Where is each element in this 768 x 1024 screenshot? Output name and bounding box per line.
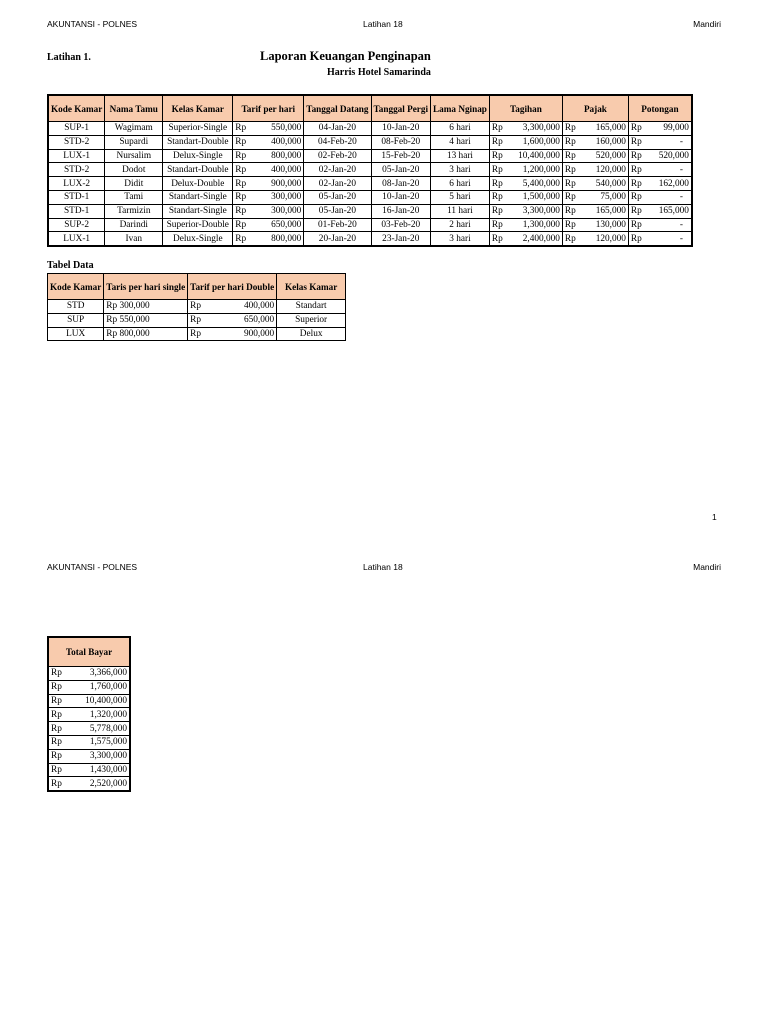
data-table-label: Tabel Data	[47, 260, 94, 271]
table-row	[48, 300, 346, 314]
cell-potongan: 165,000	[648, 204, 692, 218]
currency-label: Rp	[48, 680, 69, 694]
cell-tarif: 650,000	[255, 218, 304, 232]
currency-label: Rp	[628, 135, 647, 149]
cell-tarif: 800,000	[255, 149, 304, 163]
cell-pajak: 75,000	[583, 190, 629, 204]
cell-tarif: 300,000	[255, 190, 304, 204]
cell-potongan: -	[648, 135, 692, 149]
cell-lama-nginap: 3 hari	[431, 163, 490, 177]
cell-tanggal-pergi: 10-Jan-20	[371, 190, 431, 204]
table-row	[48, 694, 130, 708]
cell-potongan: 162,000	[648, 177, 692, 191]
dt-cell-kode-kamar: STD	[48, 300, 104, 314]
main-header-row	[48, 95, 692, 122]
page-header-2	[47, 562, 721, 576]
header-left: AKUNTANSI - POLNES	[47, 19, 138, 29]
dt-cell-kelas-kamar: Superior	[277, 313, 346, 327]
cell-kode-kamar: LUX-2	[48, 177, 105, 191]
total-bayar-header: Total Bayar	[48, 637, 130, 667]
currency-label: Rp	[233, 149, 255, 163]
currency-label: Rp	[188, 327, 215, 341]
report-title: Laporan Keuangan Penginapan	[260, 49, 431, 63]
cell-tanggal-pergi: 10-Jan-20	[371, 122, 431, 136]
cell-tanggal-pergi: 08-Feb-20	[371, 135, 431, 149]
cell-tanggal-datang: 02-Jan-20	[304, 163, 371, 177]
currency-label: Rp	[489, 122, 507, 136]
total-bayar-table	[47, 636, 131, 792]
currency-label: Rp	[233, 232, 255, 246]
cell-lama-nginap: 6 hari	[431, 177, 490, 191]
cell-nama-tamu: Didit	[105, 177, 163, 191]
cell-nama-tamu: Supardi	[105, 135, 163, 149]
cell-kelas-kamar: Delux-Double	[163, 177, 233, 191]
currency-label: Rp	[233, 204, 255, 218]
currency-label: Rp	[628, 149, 647, 163]
cell-kelas-kamar: Standart-Single	[163, 190, 233, 204]
cell-potongan: 99,000	[648, 122, 692, 136]
cell-kode-kamar: STD-1	[48, 204, 105, 218]
currency-label: Rp	[489, 177, 507, 191]
currency-label: Rp	[628, 163, 647, 177]
col-header-tanggal-datang: Tanggal Datang	[304, 95, 371, 122]
currency-label: Rp	[233, 190, 255, 204]
table-row	[48, 232, 692, 246]
cell-potongan: -	[648, 218, 692, 232]
cell-potongan: -	[648, 163, 692, 177]
data-table-header-row	[48, 274, 346, 300]
cell-tanggal-pergi: 15-Feb-20	[371, 149, 431, 163]
cell-total-bayar: 2,520,000	[69, 777, 130, 791]
col-header-kode-kamar: Kode Kamar	[48, 95, 105, 122]
cell-kelas-kamar: Standart-Double	[163, 135, 233, 149]
table-row	[48, 735, 130, 749]
cell-kode-kamar: STD-2	[48, 163, 105, 177]
cell-tanggal-pergi: 08-Jan-20	[371, 177, 431, 191]
currency-label: Rp	[562, 177, 582, 191]
currency-label: Rp	[48, 708, 69, 722]
cell-nama-tamu: Wagimam	[105, 122, 163, 136]
cell-potongan: -	[648, 232, 692, 246]
cell-tagihan: 1,300,000	[508, 218, 563, 232]
page-header	[47, 19, 721, 33]
currency-label: Rp	[489, 218, 507, 232]
dt-cell-tarif-double: 400,000	[215, 300, 277, 314]
cell-kelas-kamar: Standart-Double	[163, 163, 233, 177]
cell-tagihan: 1,200,000	[508, 163, 563, 177]
cell-pajak: 165,000	[583, 122, 629, 136]
currency-label: Rp	[628, 232, 647, 246]
cell-pajak: 540,000	[583, 177, 629, 191]
currency-label: Rp	[628, 122, 647, 136]
table-row	[48, 190, 692, 204]
dt-header-tarif-single: Taris per hari single	[104, 274, 188, 300]
dt-header-kelas-kamar: Kelas Kamar	[277, 274, 346, 300]
cell-lama-nginap: 3 hari	[431, 232, 490, 246]
cell-kelas-kamar: Delux-Single	[163, 149, 233, 163]
cell-tagihan: 10,400,000	[508, 149, 563, 163]
currency-label: Rp	[489, 232, 507, 246]
table-row	[48, 680, 130, 694]
cell-nama-tamu: Ivan	[105, 232, 163, 246]
currency-label: Rp	[48, 749, 69, 763]
cell-lama-nginap: 5 hari	[431, 190, 490, 204]
cell-nama-tamu: Tarmizin	[105, 204, 163, 218]
data-table	[47, 273, 346, 341]
cell-pajak: 120,000	[583, 163, 629, 177]
cell-kode-kamar: STD-1	[48, 190, 105, 204]
cell-kelas-kamar: Superior-Double	[163, 218, 233, 232]
total-header-row	[48, 637, 130, 667]
table-row	[48, 708, 130, 722]
cell-kelas-kamar: Superior-Single	[163, 122, 233, 136]
table-row	[48, 177, 692, 191]
cell-total-bayar: 1,760,000	[69, 680, 130, 694]
cell-tanggal-datang: 04-Feb-20	[304, 135, 371, 149]
col-header-pajak: Pajak	[562, 95, 628, 122]
cell-lama-nginap: 6 hari	[431, 122, 490, 136]
report-subtitle: Harris Hotel Samarinda	[327, 67, 431, 78]
cell-pajak: 120,000	[583, 232, 629, 246]
dt-cell-kelas-kamar: Standart	[277, 300, 346, 314]
cell-kode-kamar: SUP-2	[48, 218, 105, 232]
currency-label: Rp	[562, 135, 582, 149]
cell-kode-kamar: LUX-1	[48, 149, 105, 163]
table-row	[48, 722, 130, 736]
header-right: Mandiri	[693, 19, 721, 29]
cell-total-bayar: 1,430,000	[69, 763, 130, 777]
currency-label: Rp	[562, 122, 582, 136]
cell-lama-nginap: 11 hari	[431, 204, 490, 218]
cell-total-bayar: 3,366,000	[69, 667, 130, 681]
cell-tarif: 800,000	[255, 232, 304, 246]
cell-lama-nginap: 13 hari	[431, 149, 490, 163]
cell-tarif: 400,000	[255, 135, 304, 149]
currency-label: Rp	[489, 204, 507, 218]
header-right: Mandiri	[693, 562, 721, 572]
dt-cell-kelas-kamar: Delux	[277, 327, 346, 341]
cell-tarif: 400,000	[255, 163, 304, 177]
table-row	[48, 122, 692, 136]
table-row	[48, 149, 692, 163]
table-row	[48, 135, 692, 149]
cell-tagihan: 1,500,000	[508, 190, 563, 204]
currency-label: Rp	[489, 149, 507, 163]
currency-label: Rp	[188, 300, 215, 314]
currency-label: Rp	[233, 177, 255, 191]
col-header-nama-tamu: Nama Tamu	[105, 95, 163, 122]
cell-nama-tamu: Tami	[105, 190, 163, 204]
currency-label: Rp	[628, 204, 647, 218]
header-center: Latihan 18	[363, 562, 403, 572]
cell-tarif: 900,000	[255, 177, 304, 191]
table-row	[48, 777, 130, 791]
cell-kelas-kamar: Standart-Single	[163, 204, 233, 218]
currency-label: Rp	[233, 122, 255, 136]
cell-pajak: 130,000	[583, 218, 629, 232]
dt-cell-tarif-double: 900,000	[215, 327, 277, 341]
cell-tagihan: 1,600,000	[508, 135, 563, 149]
currency-label: Rp	[562, 190, 582, 204]
currency-label: Rp	[233, 218, 255, 232]
cell-tanggal-pergi: 03-Feb-20	[371, 218, 431, 232]
cell-potongan: -	[648, 190, 692, 204]
currency-label: Rp	[48, 694, 69, 708]
currency-label: Rp	[562, 232, 582, 246]
cell-tarif: 300,000	[255, 204, 304, 218]
currency-label: Rp	[489, 135, 507, 149]
col-header-tagihan: Tagihan	[489, 95, 562, 122]
currency-label: Rp	[48, 735, 69, 749]
table-row	[48, 204, 692, 218]
col-header-kelas-kamar: Kelas Kamar	[163, 95, 233, 122]
dt-cell-kode-kamar: SUP	[48, 313, 104, 327]
cell-tanggal-pergi: 23-Jan-20	[371, 232, 431, 246]
currency-label: Rp	[562, 149, 582, 163]
currency-label: Rp	[562, 204, 582, 218]
currency-label: Rp	[48, 763, 69, 777]
cell-kode-kamar: STD-2	[48, 135, 105, 149]
cell-tanggal-datang: 01-Feb-20	[304, 218, 371, 232]
currency-label: Rp	[48, 722, 69, 736]
currency-label: Rp	[628, 190, 647, 204]
cell-tanggal-datang: 20-Jan-20	[304, 232, 371, 246]
currency-label: Rp	[562, 163, 582, 177]
dt-cell-tarif-single: Rp 550,000	[104, 313, 188, 327]
currency-label: Rp	[48, 777, 69, 791]
table-row	[48, 667, 130, 681]
dt-cell-tarif-double: 650,000	[215, 313, 277, 327]
cell-total-bayar: 3,300,000	[69, 749, 130, 763]
cell-kode-kamar: LUX-1	[48, 232, 105, 246]
dt-cell-tarif-single: Rp 300,000	[104, 300, 188, 314]
cell-kelas-kamar: Delux-Single	[163, 232, 233, 246]
currency-label: Rp	[233, 163, 255, 177]
table-row	[48, 327, 346, 341]
currency-label: Rp	[562, 218, 582, 232]
cell-nama-tamu: Nursalim	[105, 149, 163, 163]
dt-cell-tarif-single: Rp 800,000	[104, 327, 188, 341]
header-left: AKUNTANSI - POLNES	[47, 562, 138, 572]
cell-total-bayar: 5,778,000	[69, 722, 130, 736]
cell-tagihan: 5,400,000	[508, 177, 563, 191]
cell-tanggal-datang: 05-Jan-20	[304, 204, 371, 218]
cell-pajak: 520,000	[583, 149, 629, 163]
cell-tanggal-datang: 04-Jan-20	[304, 122, 371, 136]
cell-tagihan: 3,300,000	[508, 204, 563, 218]
dt-header-kode-kamar: Kode Kamar	[48, 274, 104, 300]
cell-nama-tamu: Dodot	[105, 163, 163, 177]
currency-label: Rp	[188, 313, 215, 327]
cell-nama-tamu: Darindi	[105, 218, 163, 232]
table-row	[48, 313, 346, 327]
col-header-tanggal-pergi: Tanggal Pergi	[371, 95, 431, 122]
col-header-tarif: Tarif per hari	[233, 95, 304, 122]
currency-label: Rp	[628, 177, 647, 191]
table-row	[48, 163, 692, 177]
cell-tanggal-pergi: 05-Jan-20	[371, 163, 431, 177]
cell-lama-nginap: 2 hari	[431, 218, 490, 232]
cell-tanggal-datang: 05-Jan-20	[304, 190, 371, 204]
dt-header-tarif-double: Tarif per hari Double	[188, 274, 277, 300]
cell-tanggal-datang: 02-Feb-20	[304, 149, 371, 163]
currency-label: Rp	[489, 163, 507, 177]
dt-cell-kode-kamar: LUX	[48, 327, 104, 341]
main-report-table	[47, 94, 693, 247]
header-center: Latihan 18	[363, 19, 403, 29]
cell-tagihan: 2,400,000	[508, 232, 563, 246]
table-row	[48, 763, 130, 777]
cell-kode-kamar: SUP-1	[48, 122, 105, 136]
cell-pajak: 160,000	[583, 135, 629, 149]
cell-potongan: 520,000	[648, 149, 692, 163]
table-row	[48, 749, 130, 763]
currency-label: Rp	[233, 135, 255, 149]
cell-tanggal-pergi: 16-Jan-20	[371, 204, 431, 218]
cell-lama-nginap: 4 hari	[431, 135, 490, 149]
cell-tanggal-datang: 02-Jan-20	[304, 177, 371, 191]
table-row	[48, 218, 692, 232]
currency-label: Rp	[489, 190, 507, 204]
currency-label: Rp	[48, 667, 69, 681]
col-header-lama-nginap: Lama Nginap	[431, 95, 490, 122]
currency-label: Rp	[628, 218, 647, 232]
col-header-potongan: Potongan	[628, 95, 692, 122]
cell-tagihan: 3,300,000	[508, 122, 563, 136]
cell-tarif: 550,000	[255, 122, 304, 136]
exercise-label: Latihan 1.	[47, 52, 91, 63]
cell-pajak: 165,000	[583, 204, 629, 218]
cell-total-bayar: 1,320,000	[69, 708, 130, 722]
cell-total-bayar: 1,575,000	[69, 735, 130, 749]
page-number: 1	[712, 512, 717, 522]
cell-total-bayar: 10,400,000	[69, 694, 130, 708]
